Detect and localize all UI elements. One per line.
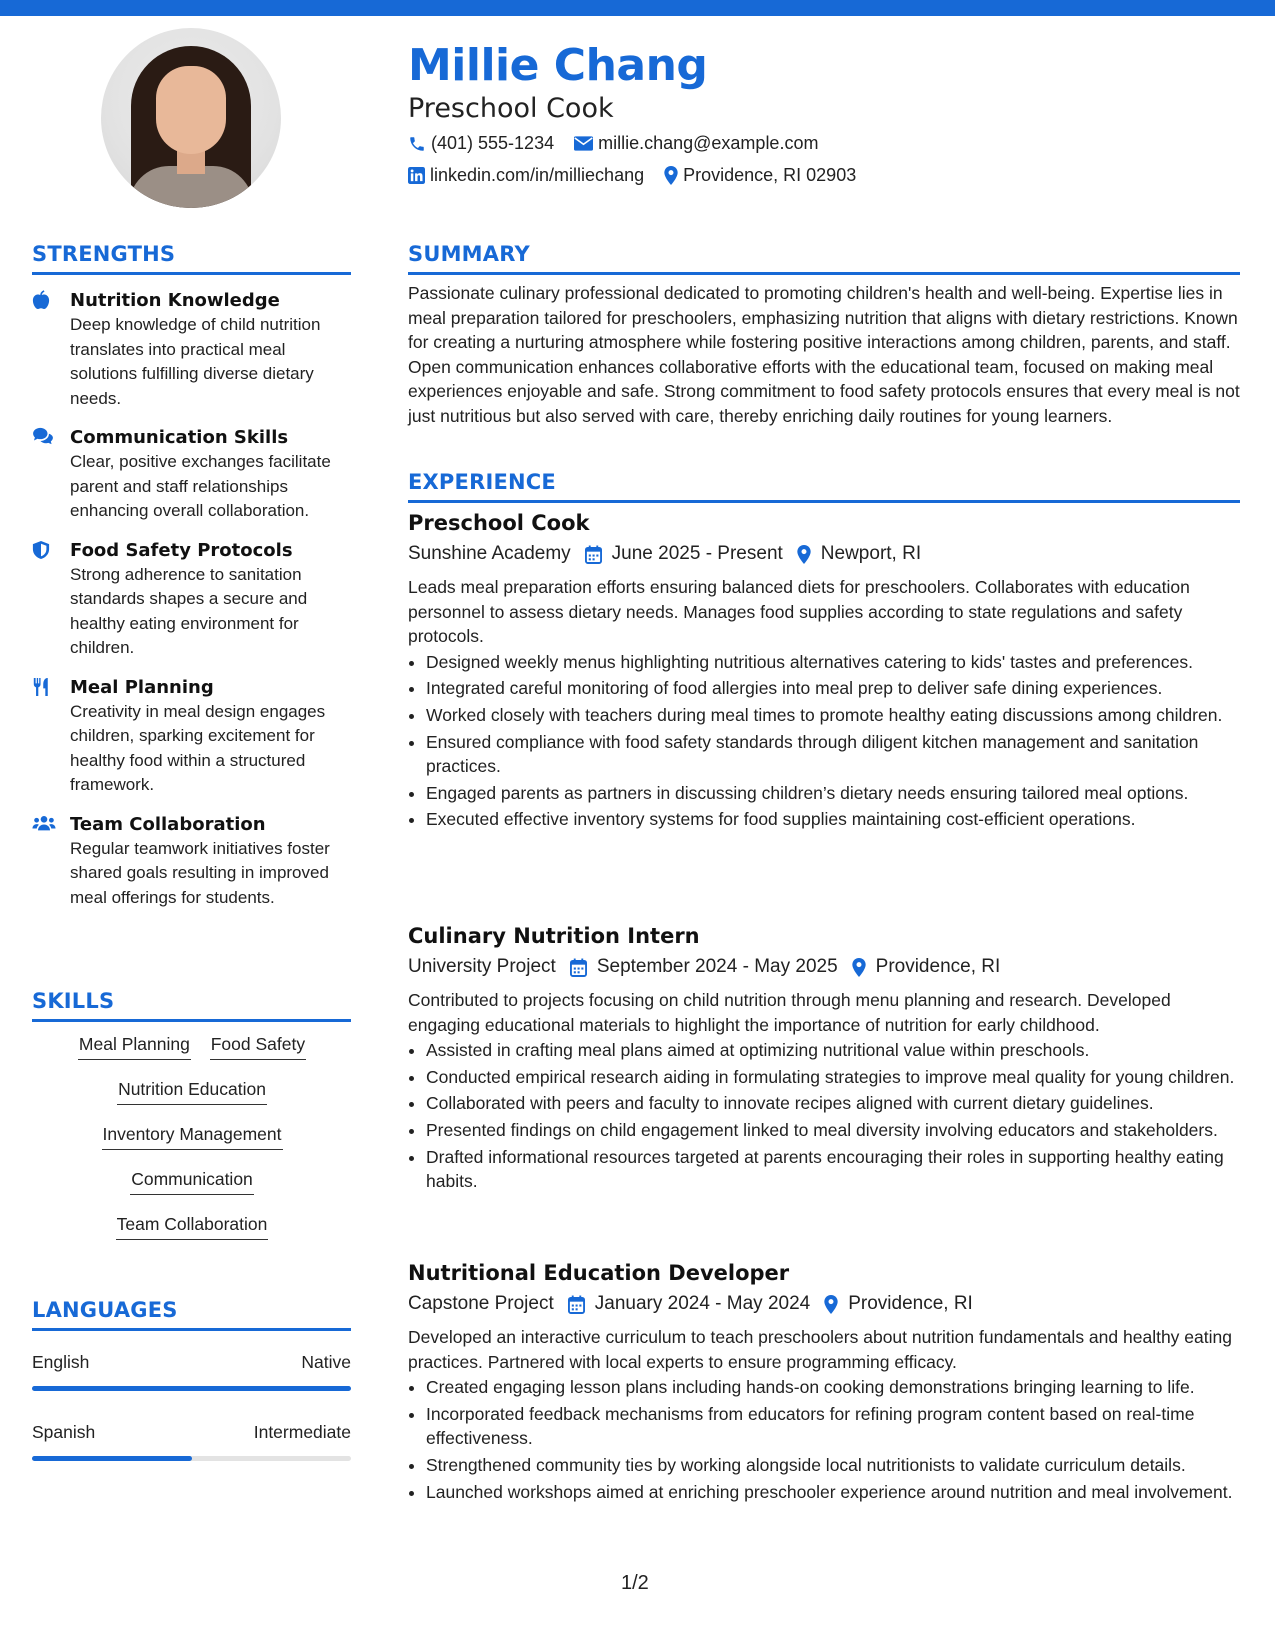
strength-item [32, 425, 352, 524]
strength-item [32, 288, 352, 411]
strength-title: Team Collaboration [70, 813, 266, 835]
job-bullet: • Engaged parents as partners in discussing children’s dietary needs ensuring tailored meal options. [426, 781, 1246, 806]
calendar-icon [568, 1295, 585, 1314]
language-item [32, 1422, 351, 1461]
job-bullet: • Conducted empirical research aiding in formulating strategies to improve meal quality for young children. [426, 1065, 1246, 1090]
language-item [32, 1352, 351, 1391]
job-location: Providence, RI [848, 1293, 973, 1314]
strength-title: Food Safety Protocols [70, 539, 293, 561]
strength-desc: Creativity in meal design engages children, sparking excitement for healthy food within a structured framework. [70, 701, 326, 794]
languages-heading: LANGUAGES [32, 1298, 178, 1322]
job-bullets [408, 1038, 1246, 1194]
job-description: Contributed to projects focusing on child nutrition through menu planning and research. Developed engaging educational materials to highlight the importance of nutrition for early childhood. [408, 990, 1171, 1035]
envelope-icon [574, 136, 593, 151]
language-name: Spanish [32, 1422, 96, 1442]
language-proficiency-bar [32, 1456, 351, 1461]
strength-desc: Deep knowledge of child nutrition translates into practical meal solutions fulfilling diverse dietary needs. [70, 315, 321, 408]
job-company: Sunshine Academy [408, 543, 571, 564]
strength-item [32, 812, 352, 911]
job-bullet: • Integrated careful monitoring of food allergies into meal prep to deliver safe dining experiences. [426, 676, 1246, 701]
job-company: Capstone Project [408, 1293, 554, 1314]
candidate-name: Millie Chang [408, 40, 708, 91]
email-text[interactable]: millie.chang@example.com [598, 133, 819, 153]
job-meta [408, 954, 1246, 980]
contact-row-2 [408, 165, 876, 186]
phone-icon [408, 135, 426, 153]
strength-desc: Clear, positive exchanges facilitate parent and staff relationships enhancing overall collaboration. [70, 452, 331, 520]
job-meta [408, 541, 1246, 567]
job-bullet: • Designed weekly menus highlighting nutritious alternatives catering to kids' tastes and preferences. [426, 650, 1246, 675]
strength-item [32, 538, 352, 661]
job-title: Preschool Cook [408, 511, 590, 535]
utensils-icon [32, 677, 50, 697]
phone-text: (401) 555-1234 [431, 133, 555, 153]
summary-rule [408, 272, 1240, 275]
skills-heading: SKILLS [32, 989, 115, 1013]
top-accent-bar [0, 0, 1275, 16]
job-bullet: • Strengthened community ties by working alongside local nutritionists to validate curriculum details. [426, 1453, 1246, 1478]
skill-chip: Communication [130, 1169, 254, 1195]
job-meta [408, 1291, 1246, 1317]
candidate-role: Preschool Cook [408, 93, 614, 124]
strength-desc: Strong adherence to sanitation standards shapes a secure and healthy eating environment for children. [70, 564, 308, 657]
job-company: University Project [408, 956, 556, 977]
strengths-rule [32, 272, 351, 275]
linkedin-icon [408, 167, 425, 184]
languages-rule [32, 1328, 351, 1331]
map-pin-icon [824, 1295, 838, 1314]
job-bullet: • Ensured compliance with food safety standards through diligent kitchen management and sanitation practices. [426, 730, 1246, 779]
strengths-heading: STRENGTHS [32, 242, 176, 266]
job-entry [408, 922, 1246, 1196]
job-bullet: • Incorporated feedback mechanisms from educators for refining program content based on real-time effectiveness. [426, 1402, 1246, 1451]
job-location: Newport, RI [820, 543, 922, 564]
skill-chip: Inventory Management [102, 1124, 283, 1150]
language-proficiency-bar [32, 1386, 351, 1391]
strength-title: Nutrition Knowledge [70, 290, 280, 311]
strength-title: Communication Skills [70, 427, 289, 448]
page-number: 1/2 [621, 1572, 649, 1594]
language-name: English [32, 1352, 90, 1372]
job-bullet: • Assisted in crafting meal plans aimed at optimizing nutritional value within preschools. [426, 1038, 1246, 1063]
experience-heading: EXPERIENCE [408, 470, 556, 494]
experience-rule [408, 500, 1240, 503]
job-bullet: • Created engaging lesson plans including hands-on cooking demonstrations bringing learning to life. [426, 1375, 1246, 1400]
skill-chip: Food Safety [210, 1034, 306, 1060]
map-pin-icon [664, 166, 678, 185]
shield-icon [32, 540, 50, 560]
skills-rule [32, 1019, 351, 1022]
comments-icon [32, 427, 54, 445]
job-dates: June 2025 - Present [611, 543, 783, 564]
job-title: Culinary Nutrition Intern [408, 924, 700, 948]
job-bullet: • Executed effective inventory systems for food supplies maintaining cost-efficient operations. [426, 807, 1246, 832]
job-bullets [408, 1375, 1246, 1504]
job-bullet: • Collaborated with peers and faculty to innovate recipes aligned with current dietary guidelines. [426, 1091, 1246, 1116]
calendar-icon [585, 545, 602, 564]
strength-title: Meal Planning [70, 676, 214, 698]
profile-photo [101, 28, 281, 208]
location-text: Providence, RI 02903 [683, 165, 857, 185]
job-entry [408, 509, 1246, 834]
job-bullet: • Worked closely with teachers during meal times to promote healthy eating discussions among children. [426, 703, 1246, 728]
strength-desc: Regular teamwork initiatives foster shared goals resulting in improved meal offerings for students. [70, 838, 330, 907]
calendar-icon [570, 958, 587, 977]
linkedin-item[interactable] [408, 165, 644, 186]
job-title: Nutritional Education Developer [408, 1261, 790, 1285]
job-bullet: • Presented findings on child engagement linked to meal diversity involving educators and stakeholders. [426, 1118, 1246, 1143]
language-level: Intermediate [253, 1422, 351, 1442]
map-pin-icon [852, 958, 866, 977]
map-pin-icon [797, 545, 811, 564]
location-item [664, 165, 856, 186]
apple-icon [32, 290, 50, 310]
job-bullet: • Drafted informational resources targeted at parents encouraging their roles in supporting healthy eating habits. [426, 1145, 1246, 1194]
summary-text: Passionate culinary professional dedicated to promoting children's health and well-being. Expertise lies in meal preparation tailored for preschoolers, emphasizing nutrition that aligns with dietary restrictions. Known for creating a nurturing atmosphere while fostering positive interactions among children, parents, and staff. Open communication enhances collaborative efforts with the educational team, focused on making meal experiences enjoyable and safe. Strong commitment to food safety protocols ensures that every meal is not just nutritious but also served with care, thereby enriching daily routines for young learners. [408, 283, 1240, 426]
job-description: Developed an interactive curriculum to teach preschoolers about nutrition fundamentals and healthy eating practices. Partnered with local experts to ensure programming efficacy. [408, 1327, 1232, 1372]
job-description: Leads meal preparation efforts ensuring balanced diets for preschoolers. Collaborates with education personnel to assess dietary needs. Manages food supplies according to state regulations and safety protocols. [408, 577, 1190, 647]
job-entry [408, 1259, 1246, 1506]
job-dates: January 2024 - May 2024 [594, 1293, 811, 1314]
skill-chip: Nutrition Education [117, 1079, 267, 1105]
skill-chip: Team Collaboration [116, 1214, 269, 1240]
skills-list [32, 1034, 352, 1259]
linkedin-text[interactable]: linkedin.com/in/milliechang [430, 165, 645, 185]
language-level: Native [301, 1352, 351, 1372]
phone-item [408, 133, 554, 154]
users-icon [32, 814, 56, 832]
job-dates: September 2024 - May 2025 [596, 956, 838, 977]
strength-item [32, 675, 352, 798]
job-location: Providence, RI [875, 956, 1001, 977]
job-bullets [408, 650, 1246, 832]
strengths-list [32, 288, 352, 924]
summary-heading: SUMMARY [408, 242, 530, 266]
contact-row-1 [408, 133, 838, 154]
skill-chip: Meal Planning [78, 1034, 191, 1060]
email-item[interactable] [574, 133, 818, 154]
job-bullet: • Launched workshops aimed at enriching preschooler experience around nutrition and meal involvement. [426, 1480, 1246, 1505]
